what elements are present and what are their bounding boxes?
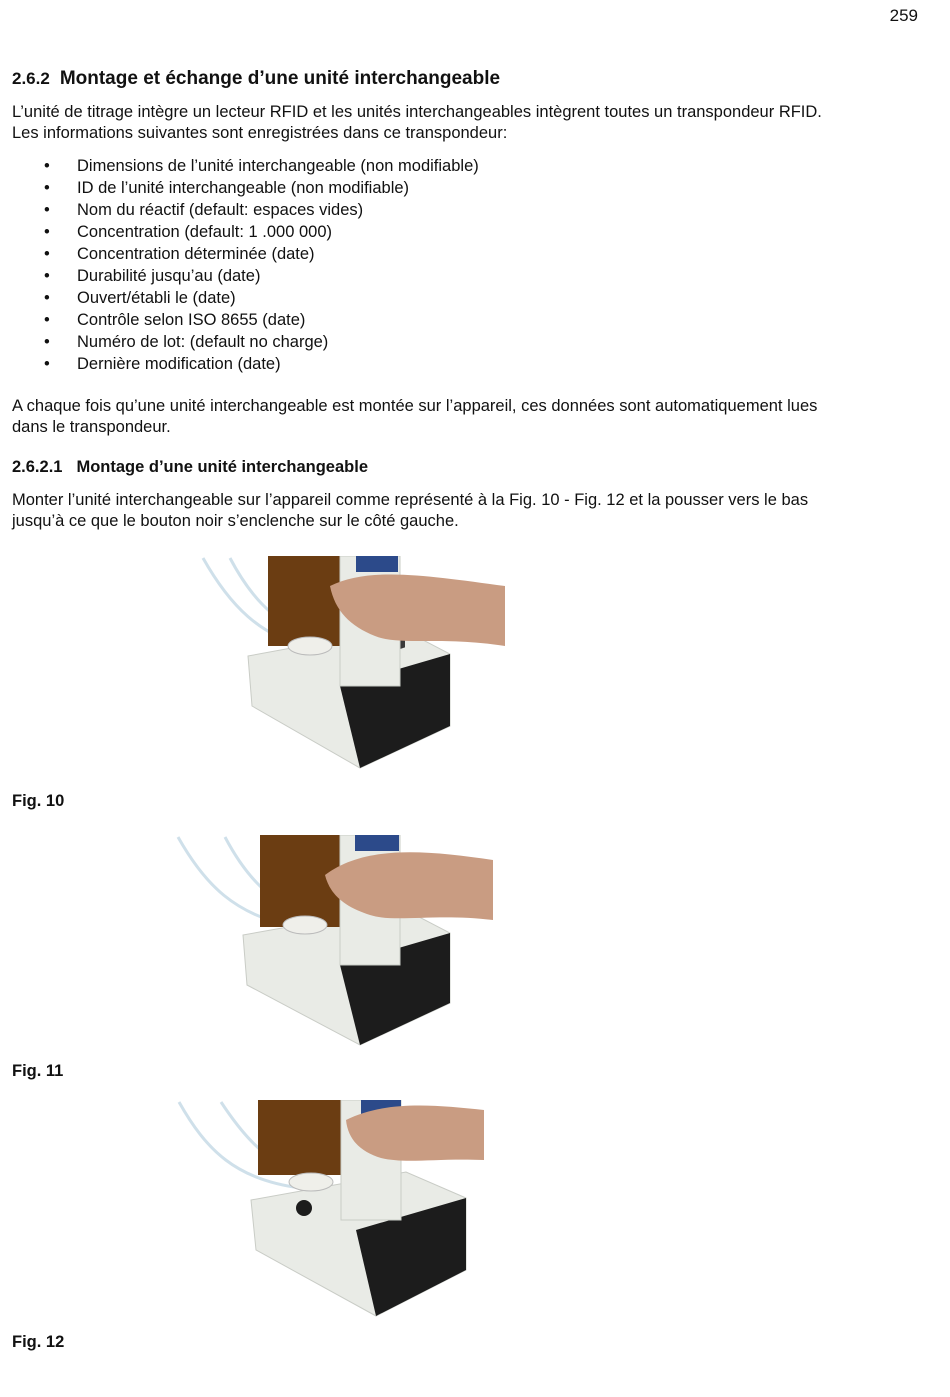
list-item: • Concentration (default: 1 .000 000)	[12, 221, 479, 243]
list-item: • Contrôle selon ISO 8655 (date)	[12, 309, 479, 331]
section-title: Montage et échange d’une unité interchangeable	[59, 68, 501, 89]
subsection-title: Montage d’une unité interchangeable	[76, 458, 368, 476]
mounting-line-1: Monter l’unité interchangeable sur l’appareil comme représenté à la Fig. 10 - Fig. 12 et la pousser vers le bas	[12, 491, 809, 509]
figure-11-image	[175, 835, 495, 1047]
auto-read-paragraph	[12, 396, 922, 438]
figure-11-caption: Fig. 11	[12, 1062, 64, 1080]
intro-line-1: L’unité de titrage intègre un lecteur RFID et les unités interchangeables intègrent toutes un transpondeur RFID.	[12, 103, 822, 121]
section-heading	[12, 68, 500, 90]
list-item: • Numéro de lot: (default no charge)	[12, 331, 479, 353]
mounting-paragraph	[12, 490, 922, 532]
intro-line-2: Les informations suivantes sont enregistrées dans ce transpondeur:	[12, 124, 508, 142]
figure-10-caption: Fig. 10	[12, 792, 65, 810]
transponder-info-list	[12, 155, 479, 375]
subsection-heading	[12, 458, 368, 477]
list-item: • Ouvert/établi le (date)	[12, 287, 479, 309]
list-item: • ID de l’unité interchangeable (non modifiable)	[12, 177, 479, 199]
figure-12-image	[176, 1100, 486, 1318]
figure-10-image	[200, 556, 508, 774]
auto-read-line-1: A chaque fois qu’une unité interchangeable est montée sur l’appareil, ces données sont automatiquement lues	[12, 397, 818, 415]
list-item: • Nom du réactif (default: espaces vides)	[12, 199, 479, 221]
subsection-number: 2.6.2.1	[12, 458, 63, 476]
list-item: • Dernière modification (date)	[12, 353, 479, 375]
figure-12-caption: Fig. 12	[12, 1333, 65, 1351]
auto-read-line-2: dans le transpondeur.	[12, 418, 171, 436]
page-number: 259	[889, 6, 918, 25]
list-item: • Durabilité jusqu’au (date)	[12, 265, 479, 287]
mounting-line-2: jusqu’à ce que le bouton noir s’enclenche sur le côté gauche.	[12, 512, 459, 530]
intro-paragraph	[12, 102, 922, 144]
section-number: 2.6.2	[12, 69, 50, 88]
list-item: • Concentration déterminée (date)	[12, 243, 479, 265]
list-item: • Dimensions de l’unité interchangeable (non modifiable)	[12, 155, 479, 177]
